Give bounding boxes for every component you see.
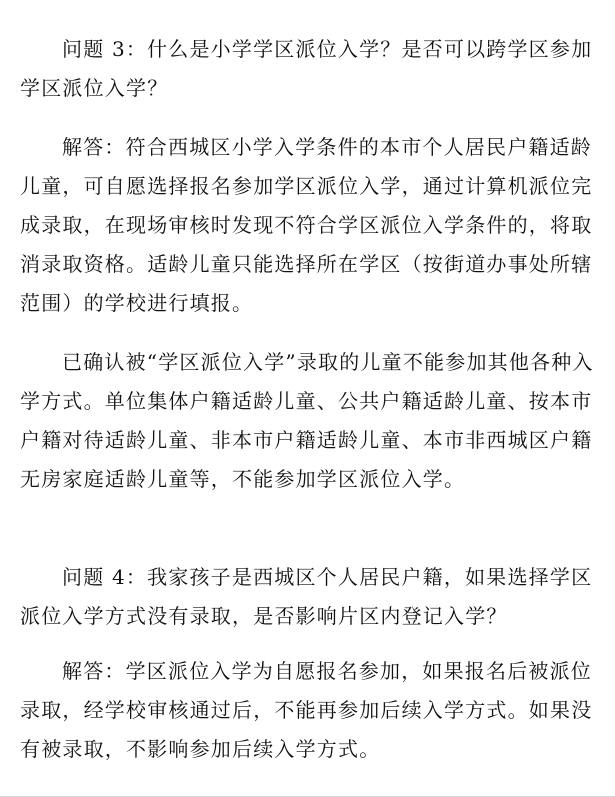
answer-3-paragraph-1: 解答：符合西城区小学入学条件的本市个人居民户籍适龄儿童，可自愿选择报名参加学区派位入学，通过计算机派位完成录取，在现场审核时发现不符合学区派位入学条件的，将取消录取资格。适龄儿童只能选择所在学区（按街道办事处所辖范围）的学校进行填报。 xyxy=(20,135,593,315)
answer-4-paragraph: 解答：学区派位入学为自愿报名参加，如果报名后被派位录取，经学校审核通过后，不能再参加后续入学方式。如果没有被录取，不影响参加后续入学方式。 xyxy=(20,659,593,761)
answer-3-paragraph-2: 已确认被“学区派位入学”录取的儿童不能参加其他各种入学方式。单位集体户籍适龄儿童、公共户籍适龄儿童、按本市户籍对待适龄儿童、非本市户籍适龄儿童、本市非西城区户籍无房家庭适龄儿童等，不能参加学区派位入学。 xyxy=(20,350,594,491)
question-3-paragraph: 问题 3：什么是小学学区派位入学？是否可以跨学区参加学区派位入学？ xyxy=(20,37,593,100)
question-4-paragraph: 问题 4：我家孩子是西城区个人居民户籍，如果选择学区派位入学方式没有录取，是否影响片区内登记入学？ xyxy=(20,565,593,628)
